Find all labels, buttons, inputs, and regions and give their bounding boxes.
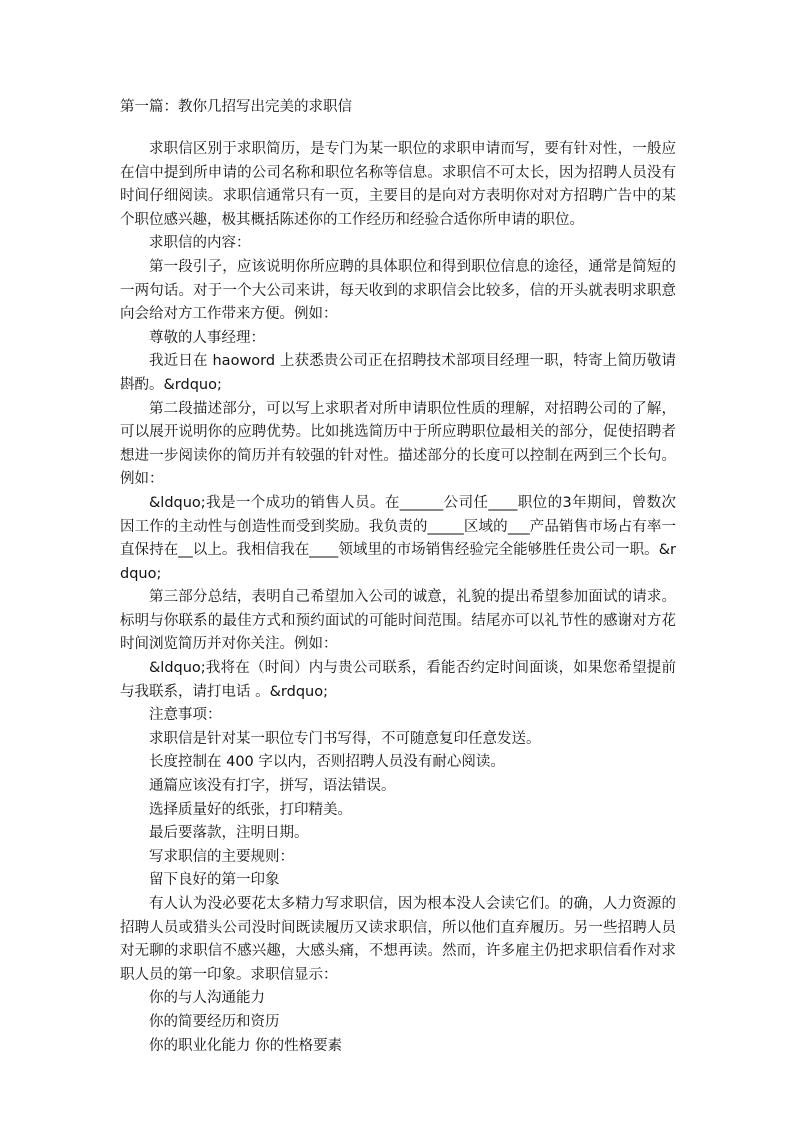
note-item: 求职信是针对某一职位专门书写得，不可随意复印任意发送。 <box>149 730 541 747</box>
heading-content: 求职信的内容： <box>149 235 251 252</box>
paragraph-second-section: 第二段描述部分，可以写上求职者对所申请职位性质的理解，对招聘公司的了解，可以展开说明你的应聘优势。比如挑选简历中于所应聘职位最相关的部分，促使招聘者想进一步阅读你的简历并有较强的针对性。描述部分的长度可以控制在两到三个长句。例如： <box>120 400 676 488</box>
document-title: 第一篇：教你几招写出完美的求职信 <box>120 99 352 115</box>
note-item: 最后要落款，注明日期。 <box>149 825 309 842</box>
paragraph-third-section: 第三部分总结，表明自己希望加入公司的诚意，礼貌的提出希望参加面试的请求。标明与你联系的最佳方式和预约面试的可能时间范围。结尾亦可以礼节性的感谢对方花时间浏览简历并对你关注。例如： <box>120 589 676 653</box>
example-third-section: &ldquo;我将在（时间）内与贵公司联系，看能否约定时间面谈，如果您希望提前与我联系，请打电话 。&rdquo; <box>120 660 676 700</box>
paragraph-first-section: 第一段引子，应该说明你所应聘的具体职位和得到职位信息的途径，通常是简短的一两句话。对于一个大公司来讲，每天收到的求职信会比较多，信的开头就表明求职意向会给对方工作带来方便。例如： <box>120 258 676 323</box>
note-item: 通篇应该没有打字，拼写，语法错误。 <box>149 778 396 795</box>
paragraph-first-impression: 有人认为没必要花太多精力写求职信，因为根本没人会读它们。的确，人力资源的招聘人员或猎头公司没时间既读履历又读求职信，所以他们直弃履历。另一些招聘人员对无聊的求职信不感兴趣，大感头痛，不想再读。然而，许多雇主仍把求职信看作对求职人员的第一印象。求职信显示： <box>120 896 676 983</box>
display-item: 你的职业化能力 你的性格要素 <box>149 1037 343 1054</box>
salutation: 尊敬的人事经理： <box>149 329 265 346</box>
example-first-section: 我近日在 haoword 上获悉贵公司正在招聘技术部项目经理一职，特寄上简历敬请斟酌。&rdquo; <box>120 353 676 393</box>
rule-item: 留下良好的第一印象 <box>149 872 280 889</box>
heading-rules: 写求职信的主要规则： <box>149 848 294 865</box>
display-item: 你的简要经历和资历 <box>149 1013 280 1030</box>
heading-notes: 注意事项： <box>149 707 222 724</box>
note-item: 长度控制在 400 字以内，否则招聘人员没有耐心阅读。 <box>149 754 505 771</box>
note-item: 选择质量好的纸张，打印精美。 <box>149 801 352 818</box>
paragraph-intro: 求职信区别于求职简历，是专门为某一职位的求职申请而写，要有针对性，一般应在信中提到所申请的公司名称和职位名称等信息。求职信不可太长，因为招聘人员没有时间仔细阅读。求职信通常只有一页，主要目的是向对方表明你对对方招聘广告中的某个职位感兴趣，极其概括陈述你的工作经历和经验合适你所申请的职位。 <box>120 141 676 228</box>
example-second-section: &ldquo;我是一个成功的销售人员。在______公司任____职位的3年期间，曾数次因工作的主动性与创造性而受到奖励。我负责的_____区域的___产品销售市场占有率一直保持在__以上。我相信我在____领域里的市场销售经验完全能够胜任贵公司一职。&rdquo; <box>120 494 676 582</box>
display-item: 你的与人沟通能力 <box>149 990 265 1007</box>
document-body <box>120 138 676 1058</box>
